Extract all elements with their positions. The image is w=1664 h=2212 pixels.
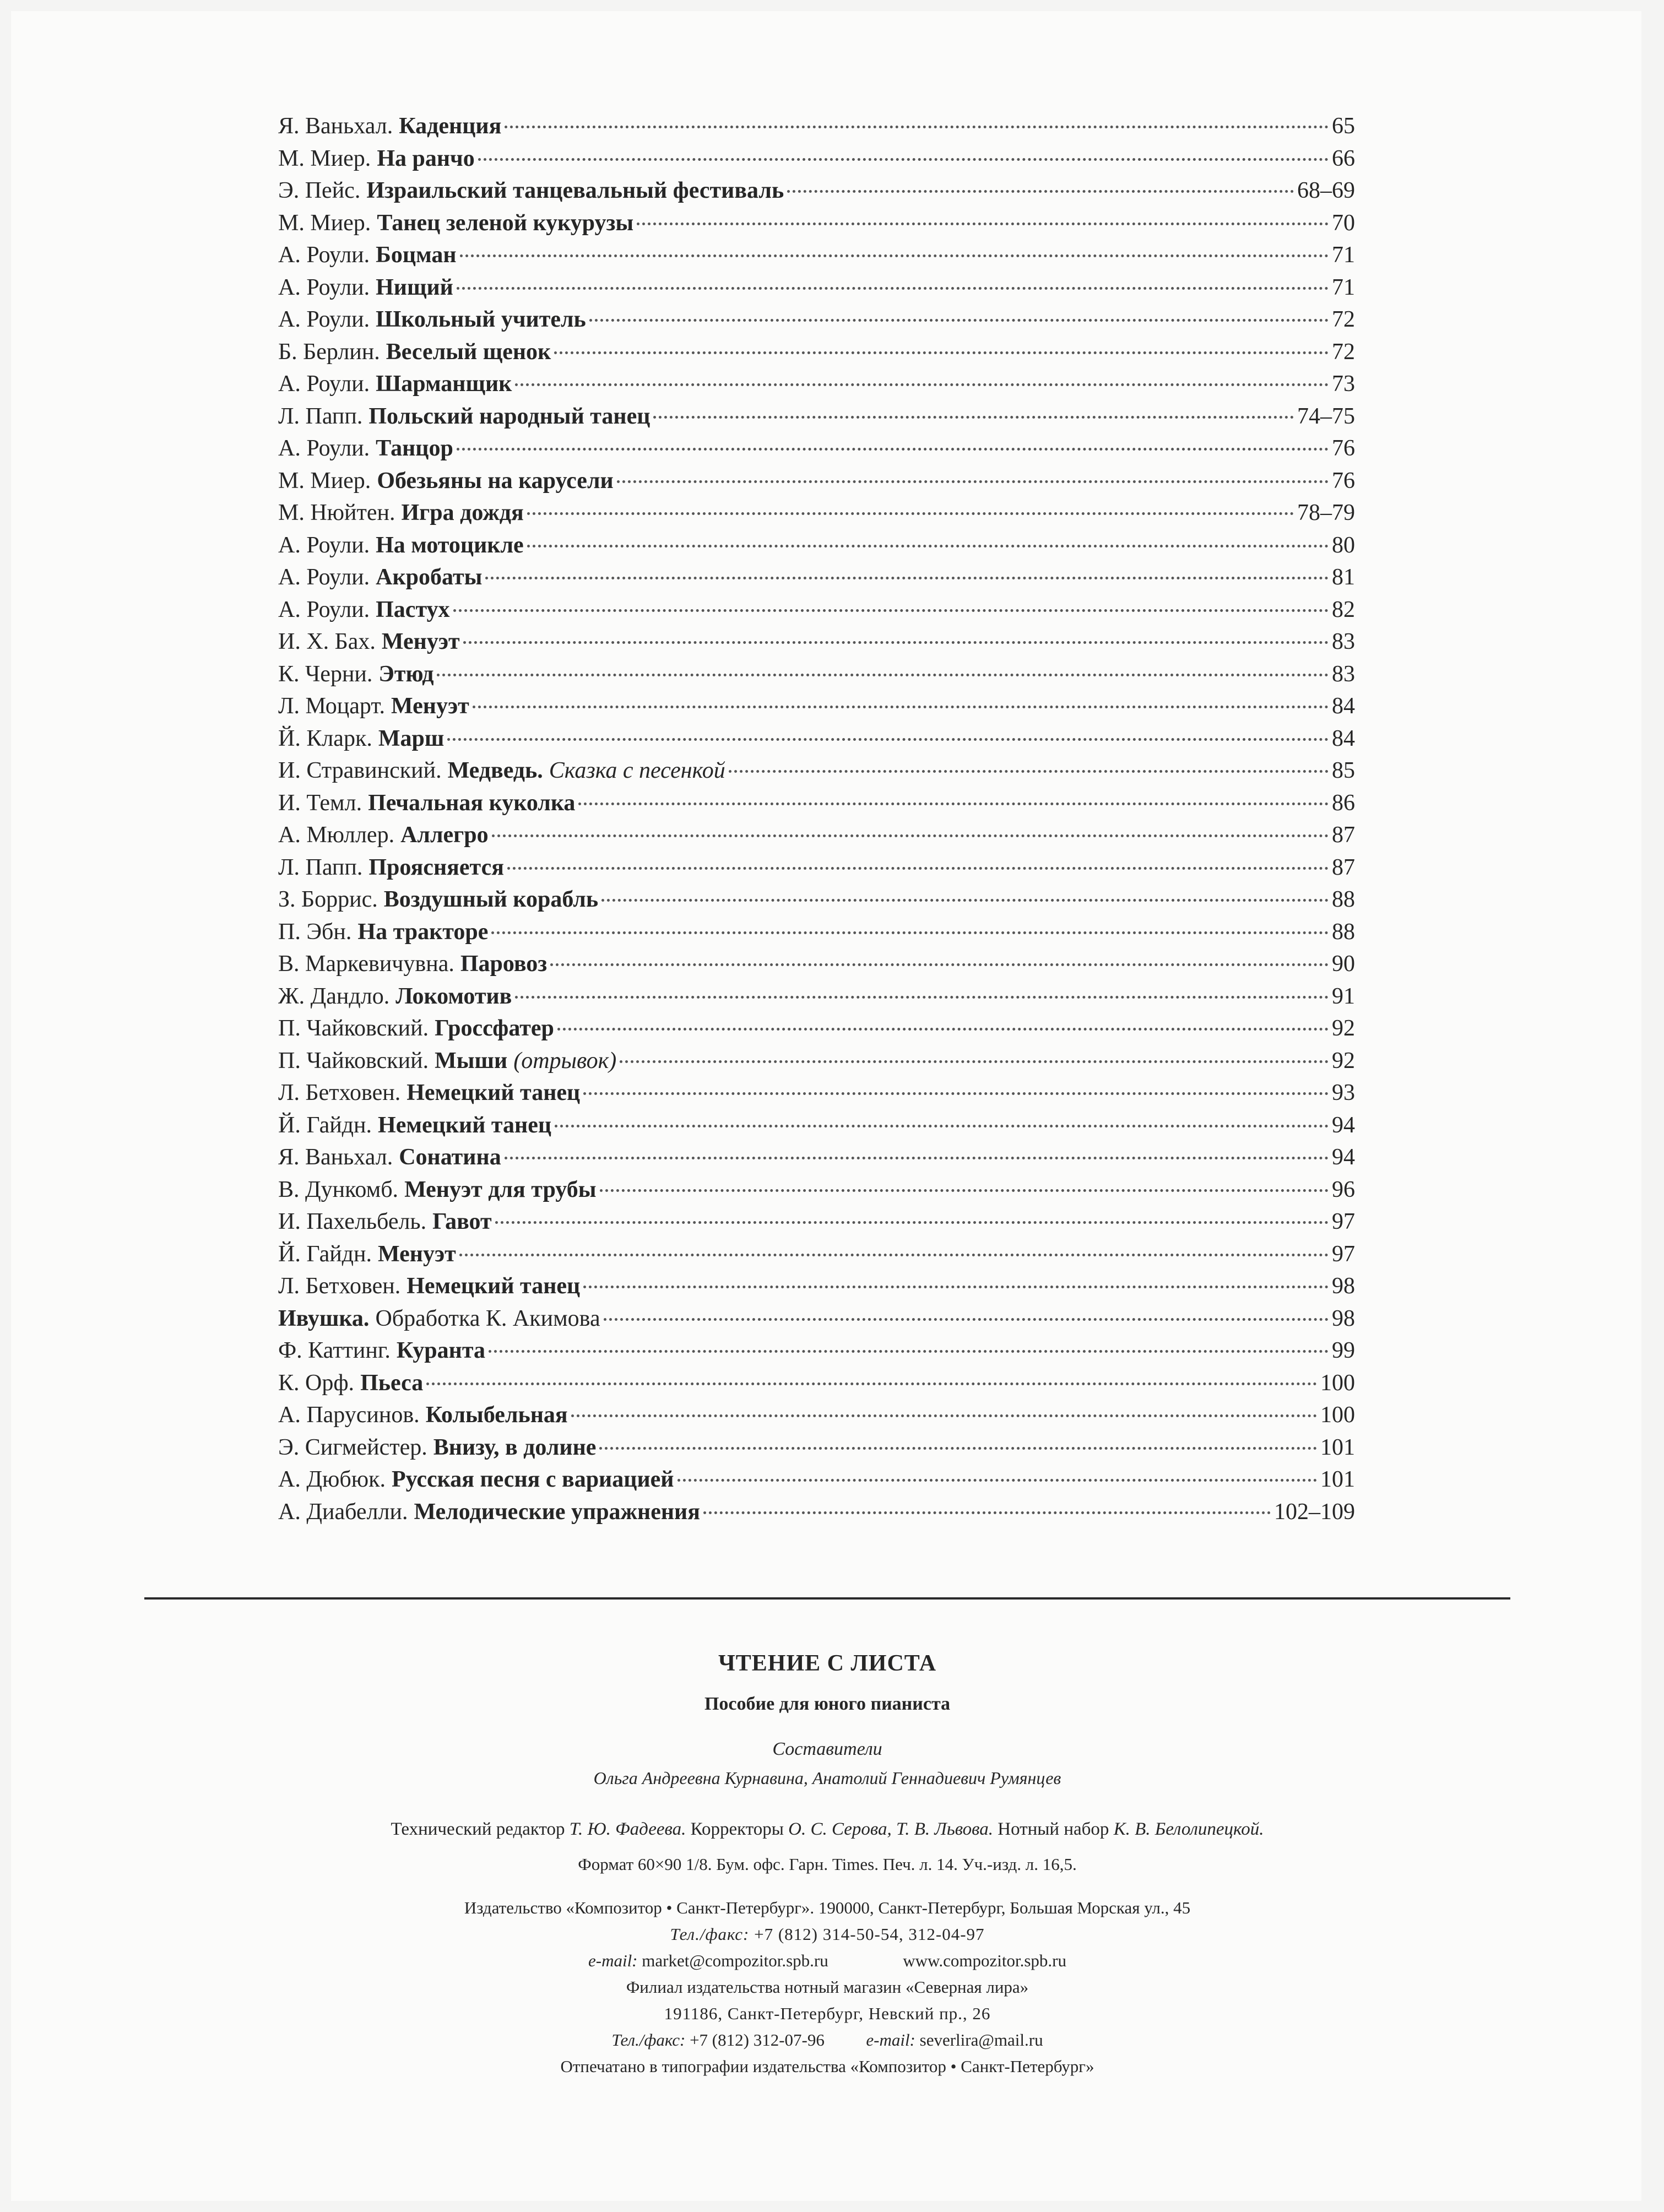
toc-entry [278, 1238, 1355, 1271]
toc-author: Й. Гайдн. [278, 1241, 372, 1267]
toc-entry [278, 368, 1355, 400]
toc-page-number: 94 [1332, 1112, 1355, 1138]
toc-author: Я. Ваньхал. [278, 1145, 393, 1170]
toc-dot-leader [492, 834, 1329, 837]
publisher-tel-label: Тел./факс: [670, 1924, 750, 1944]
toc-author: Я. Ваньхал. [278, 113, 393, 139]
toc-dot-leader [583, 1286, 1329, 1288]
toc-author: В. Дункомб. [278, 1177, 399, 1202]
toc-dot-leader [478, 158, 1329, 161]
toc-page-number: 85 [1332, 758, 1355, 783]
toc-title: Куранта [396, 1338, 485, 1363]
toc-author: М. Миер. [278, 468, 371, 494]
toc-dot-leader [447, 738, 1329, 741]
toc-author: А. Роули. [278, 597, 370, 622]
toc-dot-leader [583, 1092, 1329, 1095]
branch-email: severlira@mail.ru [919, 2030, 1043, 2050]
toc-dot-leader [495, 1221, 1329, 1224]
toc-entry [278, 1077, 1355, 1109]
toc-page-number: 96 [1332, 1177, 1355, 1202]
book-title: ЧТЕНИЕ С ЛИСТА [718, 1651, 937, 1676]
toc-author: Ф. Каттинг. [278, 1338, 391, 1363]
toc-page-number: 80 [1332, 532, 1355, 558]
toc-page-number: 101 [1320, 1467, 1355, 1492]
toc-dot-leader [637, 223, 1329, 225]
toc-entry [278, 883, 1355, 916]
toc-page-number: 74–75 [1297, 403, 1355, 429]
toc-dot-leader [703, 1511, 1271, 1514]
imprint-block [144, 1647, 1510, 2080]
toc-author: Л. Моцарт. [278, 693, 386, 719]
toc-title: Танец зеленой кукурузы [377, 210, 634, 236]
divider-line [144, 1597, 1510, 1600]
toc-dot-leader [457, 287, 1329, 290]
toc-title: Печальная куколка [368, 790, 576, 816]
toc-entry [278, 336, 1355, 368]
toc-arrangement: Обработка К. Акимова [375, 1305, 600, 1331]
toc-title: Немецкий танец [378, 1112, 552, 1138]
toc-entry [278, 1399, 1355, 1432]
toc-entry [278, 1367, 1355, 1400]
toc-page-number: 73 [1332, 371, 1355, 397]
toc-subtitle: (отрывок) [513, 1048, 617, 1074]
toc-entry [278, 1335, 1355, 1367]
toc-entry [278, 690, 1355, 723]
publisher-line: Издательство «Композитор • Санкт-Петербург». 190000, Санкт-Петербург, Большая Морская ул., 45 [464, 1898, 1191, 1917]
toc-page-number: 87 [1332, 854, 1355, 880]
toc-title: Менуэт [378, 1241, 456, 1267]
toc-title: Локомотив [395, 983, 512, 1009]
toc-author: М. Миер. [278, 210, 371, 236]
toc-entry [278, 561, 1355, 594]
toc-entry [278, 1496, 1355, 1528]
toc-author: Б. Берлин. [278, 339, 380, 365]
toc-entry [278, 110, 1355, 143]
typesetting-label: Нотный набор [998, 1819, 1109, 1839]
toc-author: И. Пахельбель. [278, 1209, 427, 1234]
toc-page-number: 99 [1332, 1338, 1355, 1363]
toc-title: Игра дождя [401, 500, 524, 525]
toc-page-number: 87 [1332, 822, 1355, 848]
toc-title: Мелодические упражнения [414, 1499, 700, 1525]
toc-dot-leader [515, 383, 1329, 386]
toc-dot-leader [437, 674, 1329, 676]
toc-title: Проясняется [368, 854, 505, 880]
toc-author: И. Темл. [278, 790, 362, 816]
toc-author: А. Диабелли. [278, 1499, 408, 1525]
toc-entry [278, 1141, 1355, 1174]
toc-dot-leader [600, 1189, 1329, 1192]
toc-title: Гавот [432, 1209, 492, 1234]
toc-dot-leader [489, 1350, 1329, 1353]
toc-subtitle: Сказка с песенкой [549, 758, 725, 783]
toc-author: А. Роули. [278, 371, 370, 397]
toc-entry [278, 916, 1355, 948]
toc-author: А. Роули. [278, 274, 370, 300]
toc-title: Мыши [435, 1048, 508, 1074]
toc-author: Л. Бетховен. [278, 1080, 401, 1105]
toc-title: Пастух [376, 597, 450, 622]
toc-page-number: 83 [1332, 629, 1355, 654]
toc-dot-leader [601, 899, 1329, 902]
toc-author: И. Х. Бах. [278, 629, 376, 654]
toc-entry [278, 497, 1355, 529]
toc-page-number: 68–69 [1297, 178, 1355, 203]
toc-dot-leader [515, 996, 1329, 999]
toc-entry [278, 143, 1355, 175]
toc-page-number: 94 [1332, 1145, 1355, 1170]
toc-page-number: 98 [1332, 1273, 1355, 1299]
toc-title: Русская песня с вариацией [392, 1467, 674, 1492]
branch-email-label: e-mail: [866, 2030, 915, 2050]
toc-page-number: 92 [1332, 1048, 1355, 1074]
toc-author: А. Роули. [278, 436, 370, 461]
toc-dot-leader [555, 1125, 1329, 1127]
toc-entry [278, 1463, 1355, 1496]
publisher-tel [144, 1921, 1510, 1948]
toc-author: З. Боррис. [278, 887, 378, 912]
toc-title: Немецкий танец [406, 1080, 581, 1105]
toc-page-number: 76 [1332, 468, 1355, 494]
toc-author: П. Чайковский. [278, 1016, 429, 1041]
branch-address: 191186, Санкт-Петербург, Невский пр., 26 [664, 2004, 991, 2023]
toc-page-number: 65 [1332, 113, 1355, 139]
toc-page-number: 78–79 [1297, 500, 1355, 525]
toc-title: Воздушный корабль [383, 887, 599, 912]
toc-author: Ж. Дандло. [278, 983, 390, 1009]
toc-title: Сонатина [399, 1145, 501, 1170]
toc-title: Медведь. [447, 758, 543, 783]
toc-title: На тракторе [357, 919, 489, 945]
toc-author: Й. Гайдн. [278, 1112, 372, 1138]
toc-title: Аллегро [400, 822, 489, 848]
toc-title: Марш [378, 725, 445, 751]
toc-dot-leader [507, 867, 1329, 870]
toc-title: Менуэт [391, 693, 469, 719]
toc-dot-leader [457, 448, 1329, 451]
publisher-tel-value: +7 (812) 314-50-54, 312-04-97 [754, 1924, 985, 1944]
toc-title: Менуэт для трубы [404, 1177, 597, 1202]
toc-entry [278, 1432, 1355, 1464]
tech-editor-name: Т. Ю. Фадеева. [569, 1819, 686, 1839]
toc-entry [278, 1109, 1355, 1142]
toc-author: Й. Кларк. [278, 725, 372, 751]
credits-line [144, 1814, 1510, 1844]
toc-title: Колыбельная [425, 1402, 568, 1428]
toc-title: Боцман [376, 242, 457, 268]
toc-author: К. Черни. [278, 661, 373, 687]
toc-page-number: 84 [1332, 725, 1355, 751]
toc-dot-leader [550, 963, 1329, 966]
toc-page-number: 71 [1332, 242, 1355, 268]
toc-entry [278, 1045, 1355, 1077]
toc-author: П. Эбн. [278, 919, 352, 945]
toc-entry [278, 529, 1355, 562]
toc-dot-leader [473, 706, 1329, 708]
toc-title: Пьеса [360, 1370, 424, 1396]
toc-author: К. Орф. [278, 1370, 355, 1396]
toc-title: Школьный учитель [376, 307, 586, 332]
toc-entry [278, 207, 1355, 240]
toc-author: М. Миер. [278, 145, 371, 171]
tech-editor-label: Технический редактор [391, 1819, 565, 1839]
format-line: Формат 60×90 1/8. Бум. офс. Гарн. Times. Печ. л. 14. Уч.-изд. л. 16,5. [578, 1855, 1077, 1874]
compilers-names: Ольга Андреевна Курнавина, Анатолий Геннадиевич Румянцев [593, 1768, 1061, 1788]
toc-title: Этюд [378, 661, 434, 687]
branch-tel-value: +7 (812) 312-07-96 [690, 2030, 825, 2050]
toc-page-number: 76 [1332, 436, 1355, 461]
toc-title: Гроссфатер [435, 1016, 554, 1041]
toc-entry [278, 787, 1355, 820]
publisher-email: market@compozitor.spb.ru [642, 1951, 828, 1970]
toc-page-number: 100 [1320, 1402, 1355, 1428]
toc-author: Л. Папп. [278, 403, 363, 429]
toc-entry [278, 723, 1355, 755]
toc-entry [278, 980, 1355, 1013]
toc-dot-leader [460, 254, 1329, 257]
publisher-website: www.compozitor.spb.ru [903, 1951, 1067, 1970]
toc-title: Каденция [399, 113, 502, 139]
toc-page-number: 82 [1332, 597, 1355, 622]
toc-title: Танцор [376, 436, 453, 461]
toc-entry [278, 400, 1355, 433]
toc-author: А. Роули. [278, 532, 370, 558]
branch-contacts [144, 2027, 1510, 2053]
toc-entry [278, 819, 1355, 852]
toc-entry [278, 175, 1355, 207]
toc-author: М. Нюйтен. [278, 500, 395, 525]
toc-title: На ранчо [377, 145, 475, 171]
toc-entry [278, 948, 1355, 980]
book-subtitle: Пособие для юного пианиста [704, 1694, 951, 1714]
toc-entry [278, 303, 1355, 336]
toc-title: Внизу, в долине [433, 1434, 597, 1460]
toc-page-number: 70 [1332, 210, 1355, 236]
toc-dot-leader [505, 1157, 1329, 1159]
toc-page-number: 88 [1332, 887, 1355, 912]
publisher-contacts [144, 1948, 1510, 1974]
toc-title: Акробаты [376, 565, 483, 590]
toc-entry [278, 1012, 1355, 1045]
toc-entry [278, 432, 1355, 465]
typesetting-name: К. В. Белолипецкой. [1113, 1819, 1264, 1839]
toc-author: А. Дюбюк. [278, 1467, 386, 1492]
toc-dot-leader [491, 931, 1329, 934]
toc-dot-leader [527, 545, 1329, 547]
toc-title: На мотоцикле [376, 532, 524, 558]
toc-page-number: 71 [1332, 274, 1355, 300]
toc-entry [278, 594, 1355, 626]
toc-page-number: 66 [1332, 145, 1355, 171]
toc-entry [278, 626, 1355, 658]
toc-author: Л. Бетховен. [278, 1273, 401, 1299]
toc-title: Нищий [376, 274, 453, 300]
toc-page-number: 101 [1320, 1434, 1355, 1460]
toc-dot-leader [485, 577, 1329, 579]
toc-page-number: 88 [1332, 919, 1355, 945]
toc-dot-leader [554, 351, 1329, 354]
toc-dot-leader [578, 803, 1329, 805]
toc-title: Шарманщик [376, 371, 512, 397]
toc-page-number: 92 [1332, 1016, 1355, 1041]
toc-entry [278, 852, 1355, 884]
toc-title: Менуэт [381, 629, 460, 654]
branch-tel-label: Тел./факс: [611, 2030, 686, 2050]
toc-author: П. Чайковский. [278, 1048, 429, 1074]
toc-page-number: 84 [1332, 693, 1355, 719]
toc-dot-leader [459, 1254, 1329, 1256]
toc-page-number: 102–109 [1274, 1499, 1355, 1525]
toc-entry [278, 658, 1355, 691]
toc-title: Веселый щенок [386, 339, 551, 365]
toc-page-number: 91 [1332, 983, 1355, 1009]
toc-page-number: 72 [1332, 339, 1355, 365]
proofreaders-label: Корректоры [690, 1819, 784, 1839]
toc-page-number: 93 [1332, 1080, 1355, 1105]
table-of-contents [278, 110, 1355, 1528]
toc-author: Э. Пейс. [278, 178, 361, 203]
toc-dot-leader [617, 480, 1329, 483]
branch-line: Филиал издательства нотный магазин «Северная лира» [626, 1977, 1029, 1997]
publisher-email-label: e-mail: [588, 1951, 638, 1970]
toc-author: Л. Папп. [278, 854, 363, 880]
toc-dot-leader [604, 1318, 1329, 1321]
toc-author: И. Стравинский. [278, 758, 442, 783]
printed-line: Отпечатано в типографии издательства «Композитор • Санкт-Петербург» [560, 2057, 1094, 2076]
toc-dot-leader [599, 1447, 1317, 1450]
toc-entry [278, 272, 1355, 304]
toc-author: Э. Сигмейстер. [278, 1434, 427, 1460]
toc-author: А. Парусинов. [278, 1402, 420, 1428]
toc-page-number: 83 [1332, 661, 1355, 687]
toc-entry [278, 755, 1355, 787]
toc-dot-leader [571, 1414, 1317, 1417]
toc-dot-leader [620, 1060, 1329, 1063]
toc-title: Немецкий танец [406, 1273, 581, 1299]
toc-author: А. Роули. [278, 565, 370, 590]
toc-title: Паровоз [460, 951, 548, 977]
toc-entry [278, 1303, 1355, 1335]
toc-dot-leader [505, 126, 1329, 128]
toc-entry [278, 239, 1355, 272]
proofreaders-names: О. С. Серова, Т. В. Львова. [788, 1819, 994, 1839]
toc-page-number: 98 [1332, 1305, 1355, 1331]
toc-page-number: 86 [1332, 790, 1355, 816]
toc-author: А. Роули. [278, 242, 370, 268]
toc-dot-leader [453, 609, 1329, 612]
toc-page-number: 97 [1332, 1209, 1355, 1234]
toc-dot-leader [589, 319, 1329, 322]
toc-title: Израильский танцевальный фестиваль [366, 178, 784, 203]
toc-page-number: 81 [1332, 565, 1355, 590]
toc-author: А. Мюллер. [278, 822, 395, 848]
toc-dot-leader [729, 770, 1329, 773]
toc-dot-leader [787, 190, 1294, 193]
toc-title: Обезьяны на карусели [377, 468, 614, 494]
compilers-label: Составители [772, 1739, 882, 1759]
toc-entry [278, 465, 1355, 497]
toc-title: Польский народный танец [368, 403, 651, 429]
toc-page-number: 97 [1332, 1241, 1355, 1267]
toc-dot-leader [426, 1382, 1317, 1385]
toc-dot-leader [557, 1028, 1329, 1031]
toc-page-number: 72 [1332, 307, 1355, 332]
toc-author: А. Роули. [278, 307, 370, 332]
toc-dot-leader [677, 1479, 1318, 1482]
toc-entry [278, 1174, 1355, 1206]
toc-page-number: 90 [1332, 951, 1355, 977]
toc-page-number: 100 [1320, 1370, 1355, 1396]
toc-entry [278, 1270, 1355, 1303]
toc-dot-leader [463, 641, 1329, 644]
toc-dot-leader [527, 512, 1294, 515]
toc-dot-leader [653, 416, 1294, 419]
toc-entry [278, 1206, 1355, 1238]
toc-title: Ивушка. [278, 1305, 370, 1331]
toc-author: В. Маркевичувна. [278, 951, 454, 977]
